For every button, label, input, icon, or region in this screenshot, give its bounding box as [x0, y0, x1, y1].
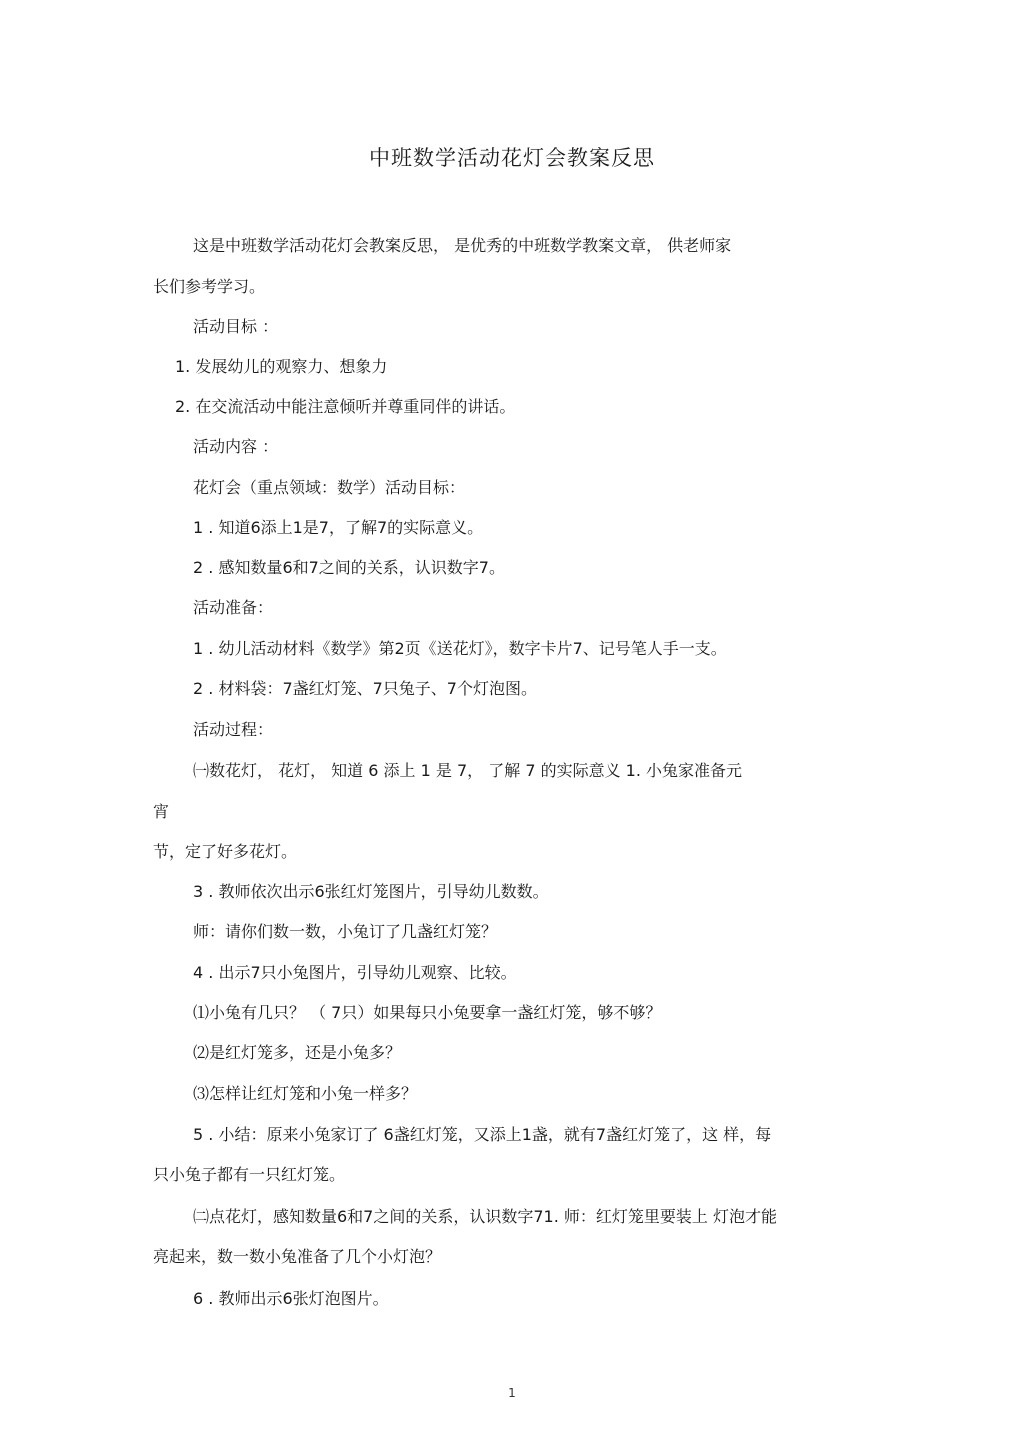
prep-item-1: 1 . 幼儿活动材料《数学》第2页《送花灯》，数字卡片7、记号笔人手一支。	[193, 639, 727, 658]
question-1: ⑴小兔有几只？ （ 7只）如果每只小兔要拿一盏红灯笼，够不够？	[193, 1003, 662, 1022]
intro-line-2: 长们参考学习。	[153, 277, 266, 296]
process-part2-line-2: 亮起来，数一数小兔准备了几个小灯泡？	[153, 1247, 442, 1266]
step-5-line-1: 5 . 小结：原来小兔家订了 6盏红灯笼，又添上1盏，就有7盏红灯笼了，这 样，每	[193, 1125, 772, 1144]
question-3: ⑶怎样让红灯笼和小兔一样多？	[193, 1084, 418, 1103]
process-part2-line-1: ㈡点花灯，感知数量6和7之间的关系，认识数字71. 师：红灯笼里要装上 灯泡才能	[193, 1207, 777, 1226]
intro-line-1: 这是中班数学活动花灯会教案反思， 是优秀的中班数学教案文章， 供老师家	[193, 236, 732, 255]
process-part1-line-2: 宵	[153, 802, 170, 821]
prep-heading: 活动准备：	[193, 598, 274, 617]
step-5-line-2: 只小兔子都有一只红灯笼。	[153, 1165, 346, 1184]
step-6: 6 . 教师出示6张灯泡图片。	[193, 1289, 389, 1308]
process-part1-line-3: 节，定了好多花灯。	[153, 842, 298, 861]
process-heading: 活动过程：	[193, 720, 274, 739]
question-2: ⑵是红灯笼多，还是小兔多？	[193, 1043, 402, 1062]
goal-item-2: 2. 在交流活动中能注意倾听并尊重同伴的讲话。	[175, 397, 516, 416]
teacher-question-1: 师：请你们数一数，小兔订了几盏红灯笼？	[193, 922, 498, 941]
content-heading: 活动内容 ：	[193, 437, 279, 456]
goals-heading: 活动目标 ：	[193, 317, 279, 336]
content-goal-2: 2 . 感知数量6和7之间的关系，认识数字7。	[193, 558, 505, 577]
step-3: 3 . 教师依次出示6张红灯笼图片，引导幼儿数数。	[193, 882, 549, 901]
prep-item-2: 2 . 材料袋：7盏红灯笼、7只兔子、7个灯泡图。	[193, 679, 537, 698]
page-number: 1	[508, 1386, 516, 1400]
content-subheading: 花灯会（重点领域：数学）活动目标：	[193, 478, 466, 497]
goal-item-1: 1. 发展幼儿的观察力、想象力	[175, 357, 388, 376]
content-goal-1: 1 . 知道6添上1是7，了解7的实际意义。	[193, 518, 484, 537]
document-title: 中班数学活动花灯会教案反思	[369, 146, 655, 170]
process-part1-line-1: ㈠数花灯， 花灯， 知道 6 添上 1 是 7， 了解 7 的实际意义 1. 小兔家准备元	[193, 761, 743, 780]
step-4: 4 . 出示7只小兔图片，引导幼儿观察、比较。	[193, 963, 517, 982]
